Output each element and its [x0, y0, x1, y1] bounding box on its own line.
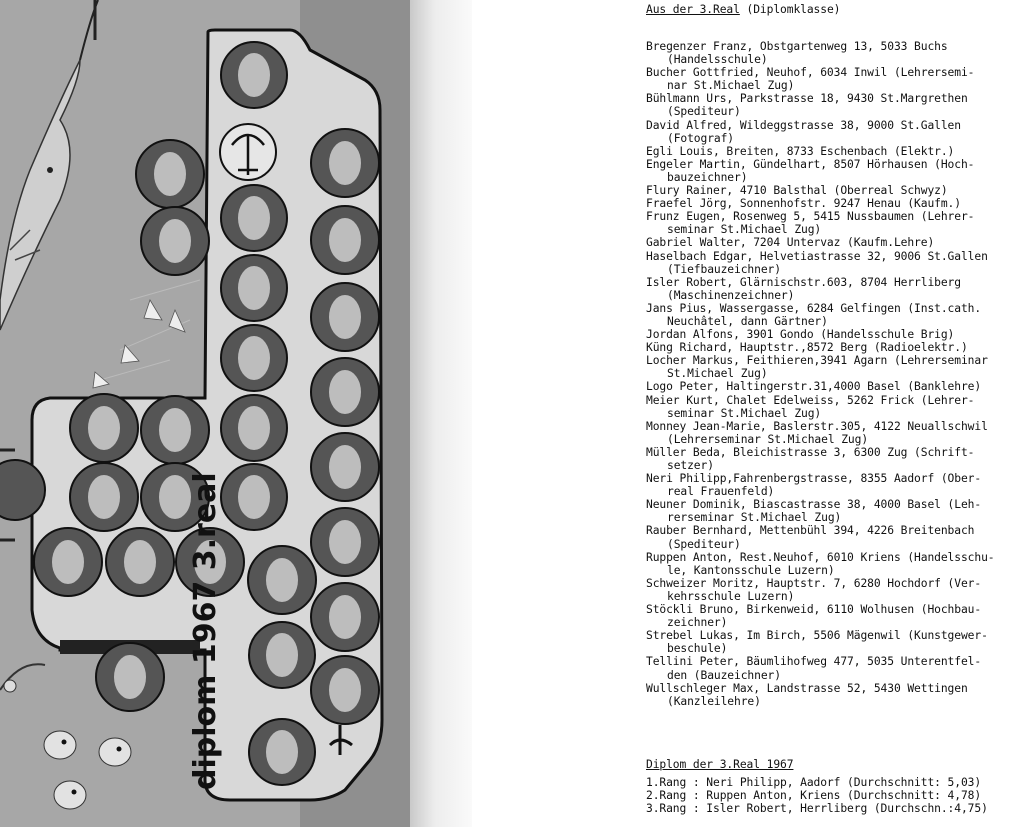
student-entry-continuation: nar St.Michael Zug) — [667, 79, 795, 93]
student-entry — [646, 682, 994, 708]
student-entry-line: Jans Pius, Wassergasse, 6284 Gelfingen (Inst.cath. — [646, 301, 982, 315]
student-entry — [646, 420, 994, 446]
student-entry-continuation: beschule) — [667, 642, 728, 656]
student-entry-line: Monney Jean-Marie, Baslerstr.305, 4122 Neuallschwil — [646, 419, 988, 433]
student-entry — [646, 92, 994, 118]
page-gutter — [410, 0, 472, 827]
student-entry-line: Bregenzer Franz, Obstgartenweg 13, 5033 Buchs — [646, 40, 948, 53]
student-entry-line: Neuner Dominik, Biascastrasse 38, 4000 Basel (Leh- — [646, 498, 982, 512]
student-entry — [646, 341, 994, 354]
student-entry — [646, 655, 994, 681]
rank-entry: 2.Rang : Ruppen Anton, Kriens (Durchschnitt: 4,78) — [646, 789, 982, 803]
student-entry-continuation: setzer) — [667, 459, 714, 472]
student-entry-continuation: Neuchâtel, dann Gärtner) — [667, 314, 828, 328]
student-entry-line: Meier Kurt, Chalet Edelweiss, 5262 Frick (Lehrer- — [646, 393, 975, 407]
class-heading: Aus der 3.Real — [646, 3, 740, 16]
student-entry — [646, 40, 994, 66]
student-entry-line: Fraefel Jörg, Sonnenhofstr. 9247 Henau (Kaufm.) — [646, 197, 961, 211]
collage-caption: diplom 1967 3.real — [188, 472, 223, 790]
rank-list — [646, 776, 988, 815]
student-entry-line: Neri Philipp,Fahrenbergstrasse, 8355 Aadorf (Ober- — [646, 472, 982, 486]
student-entry — [646, 446, 994, 472]
student-entry-continuation: seminar St.Michael Zug) — [667, 406, 822, 420]
student-entry-line: Bühlmann Urs, Parkstrasse 18, 9430 St.Margrethen — [646, 92, 968, 106]
student-list — [646, 40, 994, 708]
student-entry — [646, 577, 994, 603]
student-entry-continuation: (Handelsschule) — [667, 53, 768, 67]
diplom-heading: Diplom der 3.Real 1967 — [646, 758, 794, 771]
student-entry — [646, 603, 994, 629]
student-entry-line: Egli Louis, Breiten, 8733 Eschenbach (Elektr.) — [646, 144, 955, 158]
student-entry-continuation: bauzeichner) — [667, 170, 748, 184]
student-entry-line: Müller Beda, Bleichistrasse 3, 6300 Zug (Schrift- — [646, 445, 975, 459]
student-entry-line: Wullschleger Max, Landstrasse 52, 5430 Wettingen — [646, 681, 968, 695]
student-entry-continuation: (Maschinenzeichner) — [667, 288, 795, 302]
student-entry-line: Stöckli Bruno, Birkenweid, 6110 Wolhusen (Hochbau- — [646, 603, 982, 617]
student-entry — [646, 236, 994, 249]
rank-entry: 1.Rang : Neri Philipp, Aadorf (Durchschnitt: 5,03) — [646, 776, 982, 789]
student-entry — [646, 629, 994, 655]
student-entry — [646, 184, 994, 197]
student-entry — [646, 276, 994, 302]
student-entry-continuation: St.Michael Zug) — [667, 367, 768, 381]
student-entry-continuation: seminar St.Michael Zug) — [667, 223, 822, 237]
student-entry-continuation: real Frauenfeld) — [667, 485, 775, 499]
student-entry-line: Bucher Gottfried, Neuhof, 6034 Inwil (Lehrersemi- — [646, 66, 975, 80]
student-entry-line: Ruppen Anton, Rest.Neuhof, 6010 Kriens (Handelsschu- — [646, 550, 995, 564]
student-entry-line: Strebel Lukas, Im Birch, 5506 Mägenwil (Kunstgewer- — [646, 629, 988, 643]
student-entry-line: Isler Robert, Glärnischstr.603, 8704 Herrliberg — [646, 275, 961, 289]
student-entry-line: David Alfred, Wildeggstrasse 38, 9000 St.Gallen — [646, 118, 961, 132]
student-entry — [646, 302, 994, 328]
student-entry-continuation: (Fotograf) — [667, 131, 735, 145]
student-entry-continuation: kehrsschule Luzern) — [667, 589, 795, 603]
student-entry — [646, 524, 994, 550]
student-entry-continuation: (Lehrerseminar St.Michael Zug) — [667, 432, 869, 446]
student-entry — [646, 210, 994, 236]
student-entry-line: Locher Markus, Feithieren,3941 Agarn (Lehrerseminar — [646, 354, 988, 368]
student-entry — [646, 145, 994, 158]
student-entry-continuation: (Kanzleilehre) — [667, 694, 761, 708]
student-entry — [646, 158, 994, 184]
student-entry-continuation: (Spediteur) — [667, 105, 741, 119]
student-entry — [646, 551, 994, 577]
student-entry-line: Flury Rainer, 4710 Balsthal (Oberreal Schwyz) — [646, 184, 948, 198]
student-entry-line: Tellini Peter, Bäumlihofweg 477, 5035 Unterentfel- — [646, 655, 982, 669]
student-entry — [646, 119, 994, 145]
student-entry-continuation: (Spediteur) — [667, 537, 741, 551]
student-entry-continuation: den (Bauzeichner) — [667, 668, 781, 682]
student-entry-line: Frunz Eugen, Rosenweg 5, 5415 Nussbaumen (Lehrer- — [646, 210, 975, 224]
student-entry-line: Haselbach Edgar, Helvetiastrasse 32, 9006 St.Gallen — [646, 249, 988, 263]
rank-entry: 3.Rang : Isler Robert, Herrliberg (Durchschn.:4,75) — [646, 802, 988, 816]
student-entry-line: Gabriel Walter, 7204 Untervaz (Kaufm.Lehre) — [646, 236, 935, 250]
student-entry-continuation: le, Kantonsschule Luzern) — [667, 563, 835, 577]
student-entry — [646, 354, 994, 380]
student-entry — [646, 394, 994, 420]
submarine-collage-illustration — [0, 0, 410, 827]
student-entry-line: Schweizer Moritz, Hauptstr. 7, 6280 Hochdorf (Ver- — [646, 576, 982, 590]
student-entry-continuation: rerseminar St.Michael Zug) — [667, 511, 842, 525]
student-entry-line: Logo Peter, Haltingerstr.31,4000 Basel (Banklehre) — [646, 380, 982, 394]
class-heading-suffix: (Diplomklasse) — [739, 3, 841, 16]
student-entry — [646, 197, 994, 210]
student-entry-line: Küng Richard, Hauptstr.,8572 Berg (Radioelektr.) — [646, 341, 968, 355]
student-entry — [646, 66, 994, 92]
class-photo-collage — [0, 0, 410, 827]
student-entry-line: Rauber Bernhard, Mettenbühl 394, 4226 Breitenbach — [646, 524, 975, 538]
student-entry — [646, 498, 994, 524]
student-entry — [646, 250, 994, 276]
student-entry-line: Jordan Alfons, 3901 Gondo (Handelsschule Brig) — [646, 328, 955, 342]
student-entry — [646, 472, 994, 498]
student-entry-line: Engeler Martin, Gündelhart, 8507 Hörhausen (Hoch- — [646, 157, 975, 171]
student-entry-continuation: zeichner) — [667, 616, 728, 630]
student-entry-continuation: (Tiefbauzeichner) — [667, 262, 781, 276]
student-entry — [646, 328, 994, 341]
class-heading-line — [646, 3, 840, 16]
student-entry — [646, 380, 994, 393]
